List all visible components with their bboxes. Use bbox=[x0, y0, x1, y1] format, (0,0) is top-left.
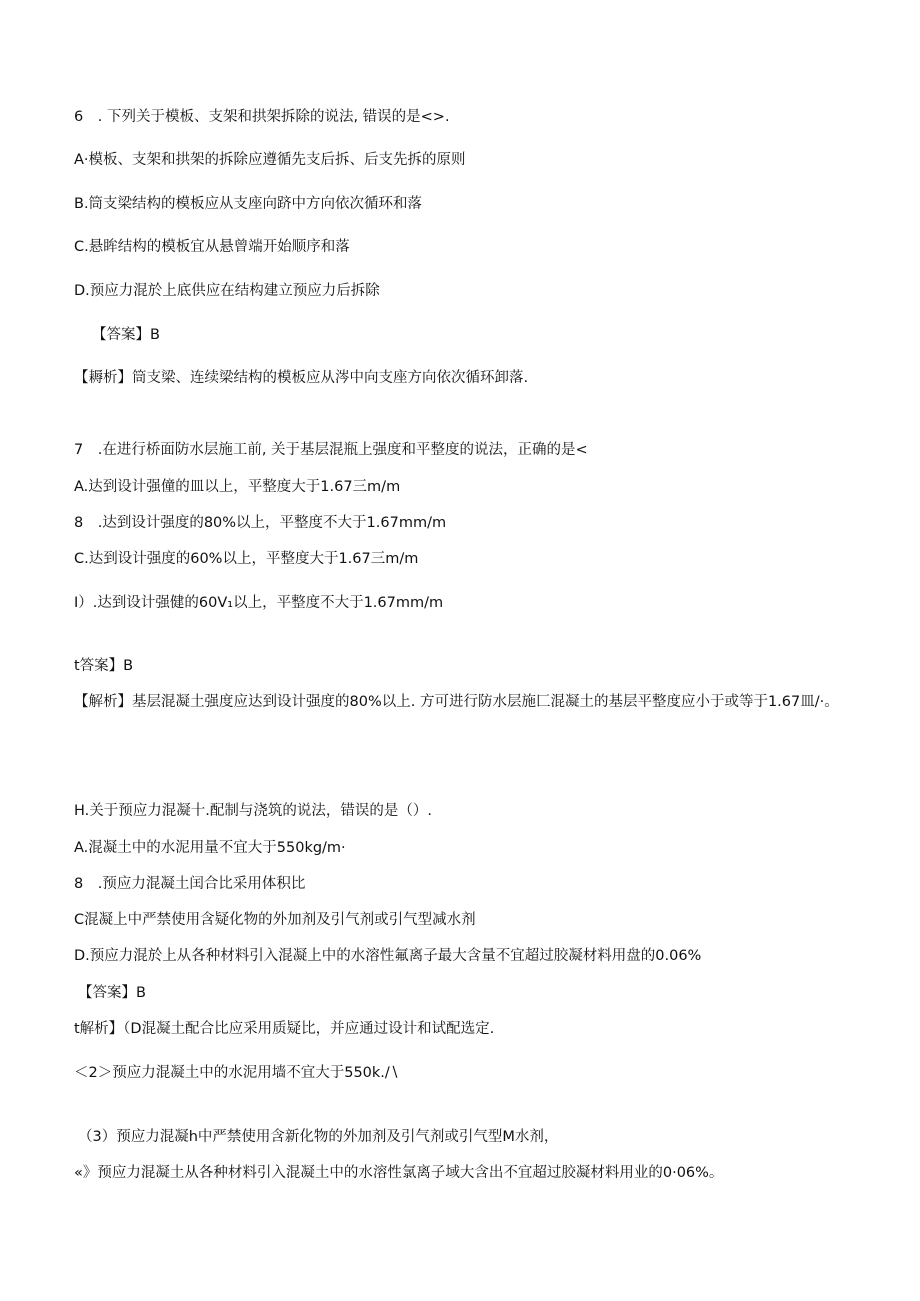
question-8-option-d: D.预应力混於上从各种材料引入混凝上中的水溶性氟离子最大含量不宜超过胶凝材料用盘的0.06% bbox=[74, 948, 702, 964]
question-7-option-a: A.达到设计强僮的皿以上，平整度大于1.67三m∕m bbox=[74, 479, 401, 495]
question-8-analysis-4: «》预应力混凝土从各种材料引入混凝土中的水溶性氯离子域大含出不宜超过胶凝材料用业的0·06%。 bbox=[74, 1165, 724, 1181]
question-7-stem: 7 .在进行桥面防水层施工前, 关于基层混瓶上强度和平整度的说法，正确的是< bbox=[74, 442, 588, 458]
question-7-analysis: 【解析】基层混凝土强度应达到设计强度的80%以上. 方可进行防水层施匚混凝土的基层平整度应小于或等于1.67皿/·。 bbox=[74, 694, 839, 710]
question-8-stem: H.关于预应力混凝十.配制与浇筑的说法，错误的是（）. bbox=[74, 803, 432, 819]
question-6-option-a: A·模板、支架和拱架的拆除应遵循先支后拆、后支先拆的原则 bbox=[74, 152, 466, 168]
question-6-option-b: B.筒支梁结构的模板应从支座向跻中方向依次循环和落 bbox=[74, 196, 423, 212]
question-7-option-d: I）.达到设计强健的60V₁以上，平整度不大于1.67mm∕m bbox=[74, 595, 444, 611]
question-8-analysis-3: （3）预应力混凝h中严禁使用含新化物的外加剂及引气剂或引气型M水剂， bbox=[78, 1129, 559, 1145]
question-8-option-a: A.混凝土中的水泥用量不宜大于550kg∕m· bbox=[74, 840, 346, 856]
question-8-answer: 【答案】B bbox=[78, 985, 146, 1001]
question-6-option-c: C.悬眸结构的模板宜从悬曾端开始顺序和落 bbox=[74, 239, 350, 255]
question-6-analysis: 【耨析】筒支梁、连续梁结构的模板应从涔中向支座方向依次循环卸落. bbox=[74, 370, 529, 386]
question-8-analysis-2: ＜2＞预应力混凝土中的水泥用墙不宜大于550k.∕∖ bbox=[74, 1065, 400, 1081]
question-8-analysis-1: t解析】（D混凝土配合比应采用质疑比，并应通过设计和试配选定. bbox=[74, 1021, 495, 1037]
question-8-option-b: 8 .预应力混凝土闰合比采用体积比 bbox=[74, 876, 306, 892]
question-6-stem: 6 . 下列关于模板、支架和拱架拆除的说法, 错误的是<>. bbox=[74, 109, 450, 125]
question-7-option-b: 8 .达到设计强度的80%以上，平整度不大于1.67mm∕m bbox=[74, 515, 447, 531]
question-6-option-d: D.预应力混於上底供应在结构建立预应力后拆除 bbox=[74, 283, 380, 299]
question-8-option-c: C混凝上中严禁使用含疑化物的外加剂及引气剂或引气型减水剂 bbox=[74, 912, 476, 928]
question-6-answer: 【答案】B bbox=[92, 327, 160, 343]
question-7-answer: t答案】B bbox=[74, 658, 134, 674]
question-7-option-c: C.达到设计强度的60%以上，平整度大于1.67三m∕m bbox=[74, 551, 419, 567]
